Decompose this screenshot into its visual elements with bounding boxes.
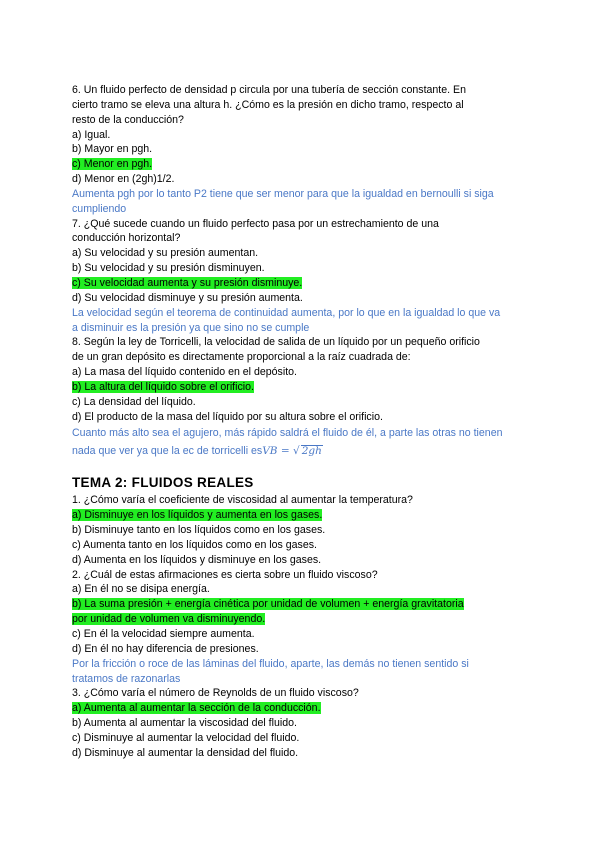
formula-radicand: 2gh [301, 445, 322, 458]
question-text: de un gran depósito es directamente proporcional a la raíz cuadrada de: [72, 351, 411, 364]
answer-option: a) Su velocidad y su presión aumentan. [72, 247, 259, 260]
question-6 [72, 83, 532, 217]
correct-answer-highlight: a) Aumenta al aumentar la sección de la conducción. [72, 702, 321, 715]
answer-option: b) Disminuye tanto en los líquidos como en los gases. [72, 524, 326, 537]
answer-option: a) Igual. [72, 128, 111, 141]
correct-answer-highlight: b) La suma presión + energía cinética por unidad de volumen + energía gravitatoria [72, 598, 464, 611]
explanation-note: La velocidad según el teorema de continuidad aumenta, por lo que en la igualdad lo que va [72, 306, 501, 319]
explanation-note: Cuanto más alto sea el agujero, más rápido saldrá el fluido de él, a parte las otras no tienen [72, 427, 503, 440]
correct-answer-option [72, 508, 532, 523]
explanation-note: Por la fricción o roce de las láminas del fluido, aparte, las demás no tienen sentido si [72, 657, 469, 670]
question-8 [72, 335, 532, 460]
explanation-note: cumpliendo [72, 202, 127, 215]
answer-option: c) En él la velocidad siempre aumenta. [72, 628, 255, 640]
answer-option: a) En él no se disipa energía. [72, 583, 210, 596]
question-text: conducción horizontal? [72, 232, 181, 245]
correct-answer-highlight: c) Su velocidad aumenta y su presión disminuye. [72, 276, 303, 289]
answer-option: b) Aumenta al aumentar la viscosidad del fluido. [72, 717, 297, 730]
answer-option: d) En él no hay diferencia de presiones. [72, 642, 259, 655]
correct-answer-option [72, 612, 532, 627]
question-text: cierto tramo se eleva una altura h. ¿Cómo es la presión en dicho tramo, respecto al [72, 98, 464, 111]
explanation-note: tratamos de razonarlas [72, 672, 181, 685]
formula-lhs: VB = [262, 445, 293, 458]
question-text: 7. ¿Qué sucede cuando un fluido perfecto pasa por un estrechamiento de una [72, 217, 439, 230]
answer-option: d) Su velocidad disminuye y su presión aumenta. [72, 291, 303, 304]
correct-answer-option [72, 597, 532, 612]
answer-option: d) Aumenta en los líquidos y disminuye en los gases. [72, 553, 322, 566]
question-7 [72, 217, 532, 336]
correct-answer-highlight: b) La altura del líquido sobre el orificio. [72, 380, 254, 393]
correct-answer-highlight: a) Disminuye en los líquidos y aumenta en los gases. [72, 509, 323, 522]
question-2 [72, 568, 532, 687]
correct-answer-highlight: por unidad de volumen va disminuyendo. [72, 613, 266, 626]
explanation-note: a disminuir es la presión ya que sino no se cumple [72, 321, 310, 334]
question-3 [72, 686, 532, 760]
question-text: 1. ¿Cómo varía el coeficiente de viscosidad al aumentar la temperatura? [72, 494, 413, 507]
torricelli-formula: VB = √ 2gh [262, 445, 322, 458]
question-text: 3. ¿Cómo varía el número de Reynolds de un fluido viscoso? [72, 687, 359, 700]
question-text: 2. ¿Cuál de estas afirmaciones es cierta sobre un fluido viscoso? [72, 568, 378, 581]
document-content [72, 83, 532, 761]
answer-option: c) La densidad del líquido. [72, 395, 196, 408]
answer-option: c) Aumenta tanto en los líquidos como en los gases. [72, 538, 317, 551]
section-spacer [72, 460, 532, 474]
answer-option: c) Disminuye al aumentar la velocidad del fluido. [72, 731, 300, 744]
correct-answer-option [72, 276, 532, 291]
explanation-note: Aumenta pgh por lo tanto P2 tiene que ser menor para que la igualdad en bernoulli si siga [72, 187, 494, 200]
correct-answer-option [72, 157, 532, 172]
explanation-note-with-formula [72, 442, 532, 460]
question-text: 8. Según la ley de Torricelli, la velocidad de salida de un líquido por un pequeño orificio [72, 336, 480, 349]
correct-answer-option [72, 380, 532, 395]
section-heading: TEMA 2: FLUIDOS REALES [72, 475, 254, 491]
question-text: resto de la conducción? [72, 113, 184, 126]
answer-option: d) Menor en (2gh)1/2. [72, 173, 175, 186]
answer-option: b) Mayor en pgh. [72, 143, 153, 156]
correct-answer-option [72, 701, 532, 716]
explanation-text: nada que ver ya que la ec de torricelli es [72, 445, 263, 458]
question-text: 6. Un fluido perfecto de densidad p circula por una tubería de sección constante. En [72, 84, 466, 96]
answer-option: d) Disminuye al aumentar la densidad del fluido. [72, 746, 299, 759]
answer-option: b) Su velocidad y su presión disminuyen. [72, 262, 265, 275]
answer-option: a) La masa del líquido contenido en el depósito. [72, 366, 297, 379]
answer-option: d) El producto de la masa del líquido por su altura sobre el orificio. [72, 410, 383, 423]
correct-answer-highlight: c) Menor en pgh. [72, 158, 153, 171]
question-1 [72, 493, 532, 567]
